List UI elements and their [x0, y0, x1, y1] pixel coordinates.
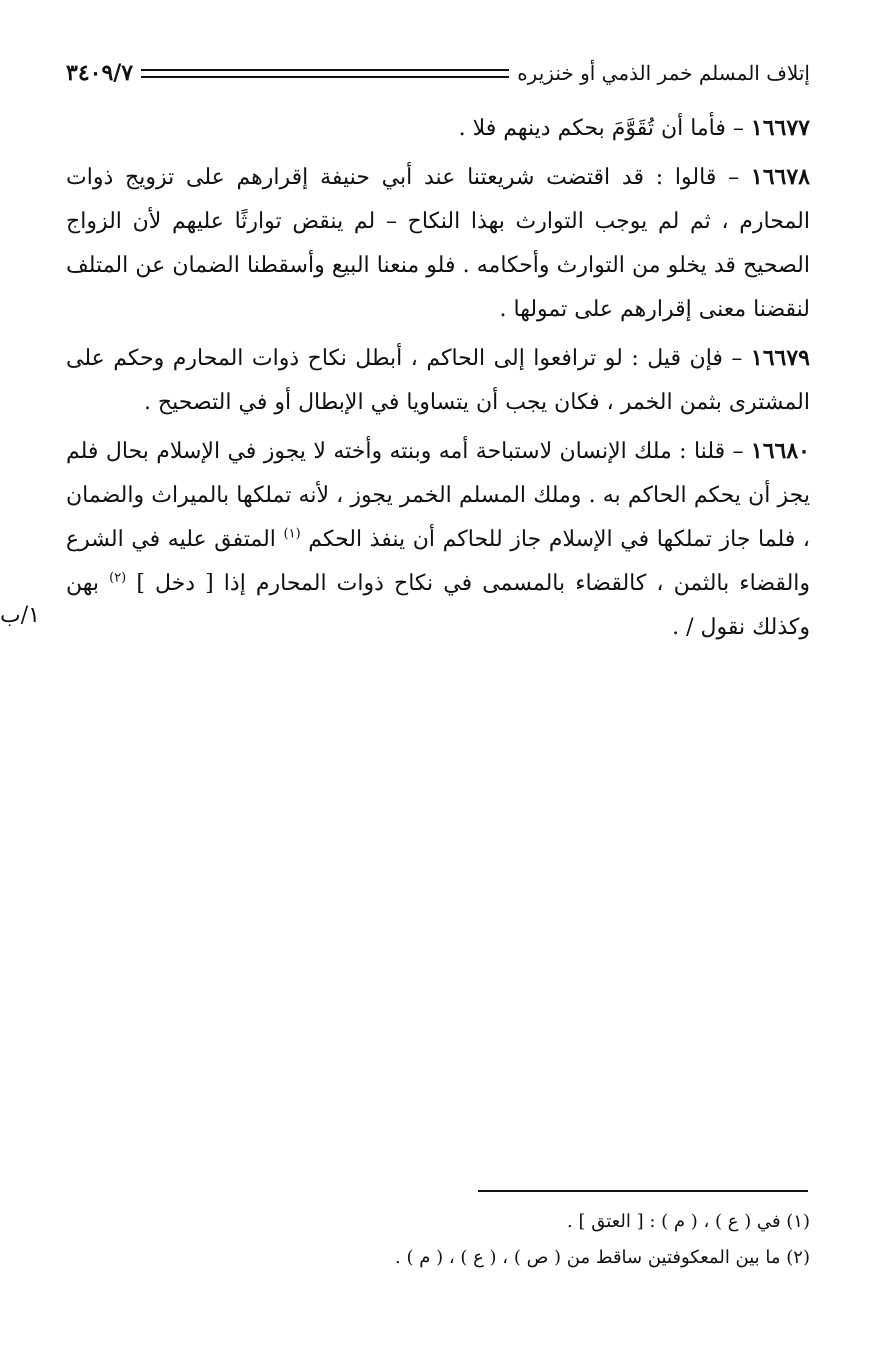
footnote-separator [478, 1190, 808, 1192]
paragraph-text: المتفق عليه في الشرع والقضاء بالثمن ، كالقضاء بالمسمى في نكاح ذوات المحارم إذا [ دخل ] [66, 527, 811, 596]
footnote-2: (٢) ما بين المعكوفتين ساقط من ( ص ) ، ( ع ) ، ( م ) . [395, 1247, 810, 1268]
paragraph-number: ١٦٦٧٨ [750, 164, 810, 190]
paragraph-text: – فأما أن تُقَوَّمَ بحكم دينهم فلا . [458, 116, 744, 141]
footnote-1: (١) في ( ع ) ، ( م ) : [ العتق ] . [567, 1211, 810, 1232]
paragraph-number: ١٦٦٧٩ [750, 345, 810, 371]
paragraph-text: – قلنا : ملك الإنسان لاستباحة أمه وبنته وأخته لا يجوز في الإسلام بحال فلم يجز أن يحكم الحاكم به . وملك المسلم الخمر يجوز ، لأنه تملكها بالميراث والضمان ، فلما جاز تملكها في الإسلام جاز للحاكم أن ينفذ الحكم [66, 439, 810, 552]
paragraph-text: بهن وكذلك نقول / . [66, 571, 810, 640]
paragraph-number: ١٦٦٨٠ [750, 438, 810, 464]
footnote-reference-2[interactable]: (٢) [109, 570, 127, 586]
footnote-reference-1[interactable]: (١) [283, 526, 301, 542]
paragraph-number: ١٦٦٧٧ [750, 115, 810, 141]
header-rule [141, 69, 509, 78]
paragraph-16680 [66, 429, 810, 650]
paragraph-text: – فإن قيل : لو ترافعوا إلى الحاكم ، أبطل نكاح ذوات المحارم وحكم على المشترى بثمن الخمر ، فكان يجب أن يتساويا في الإبطال أو في التصحيح . [66, 346, 810, 415]
margin-folio-note: ١/ب [0, 603, 40, 628]
paragraph-16679 [66, 336, 810, 425]
paragraph-16677 [66, 106, 810, 151]
running-header [66, 56, 810, 90]
paragraph-text: – قالوا : قد اقتضت شريعتنا عند أبي حنيفة إقرارهم على تزويج ذوات المحارم ، ثم لم يوجب التوارث بهذا النكاح – لم ينقض توارثًا عليهم لأن الزواج الصحيح قد يخلو من التوارث وأحكامه . فلو منعنا البيع وأسقطنا الضمان عن المتلف لنقضنا معنى إقرارهم على تمولها . [66, 165, 810, 322]
paragraph-16678 [66, 155, 810, 332]
body-text [66, 106, 810, 654]
footnotes [66, 1204, 810, 1276]
header-title: إتلاف المسلم خمر الذمي أو خنزيره [517, 61, 810, 85]
page-number: ٣٤٠٩/٧ [66, 60, 134, 86]
